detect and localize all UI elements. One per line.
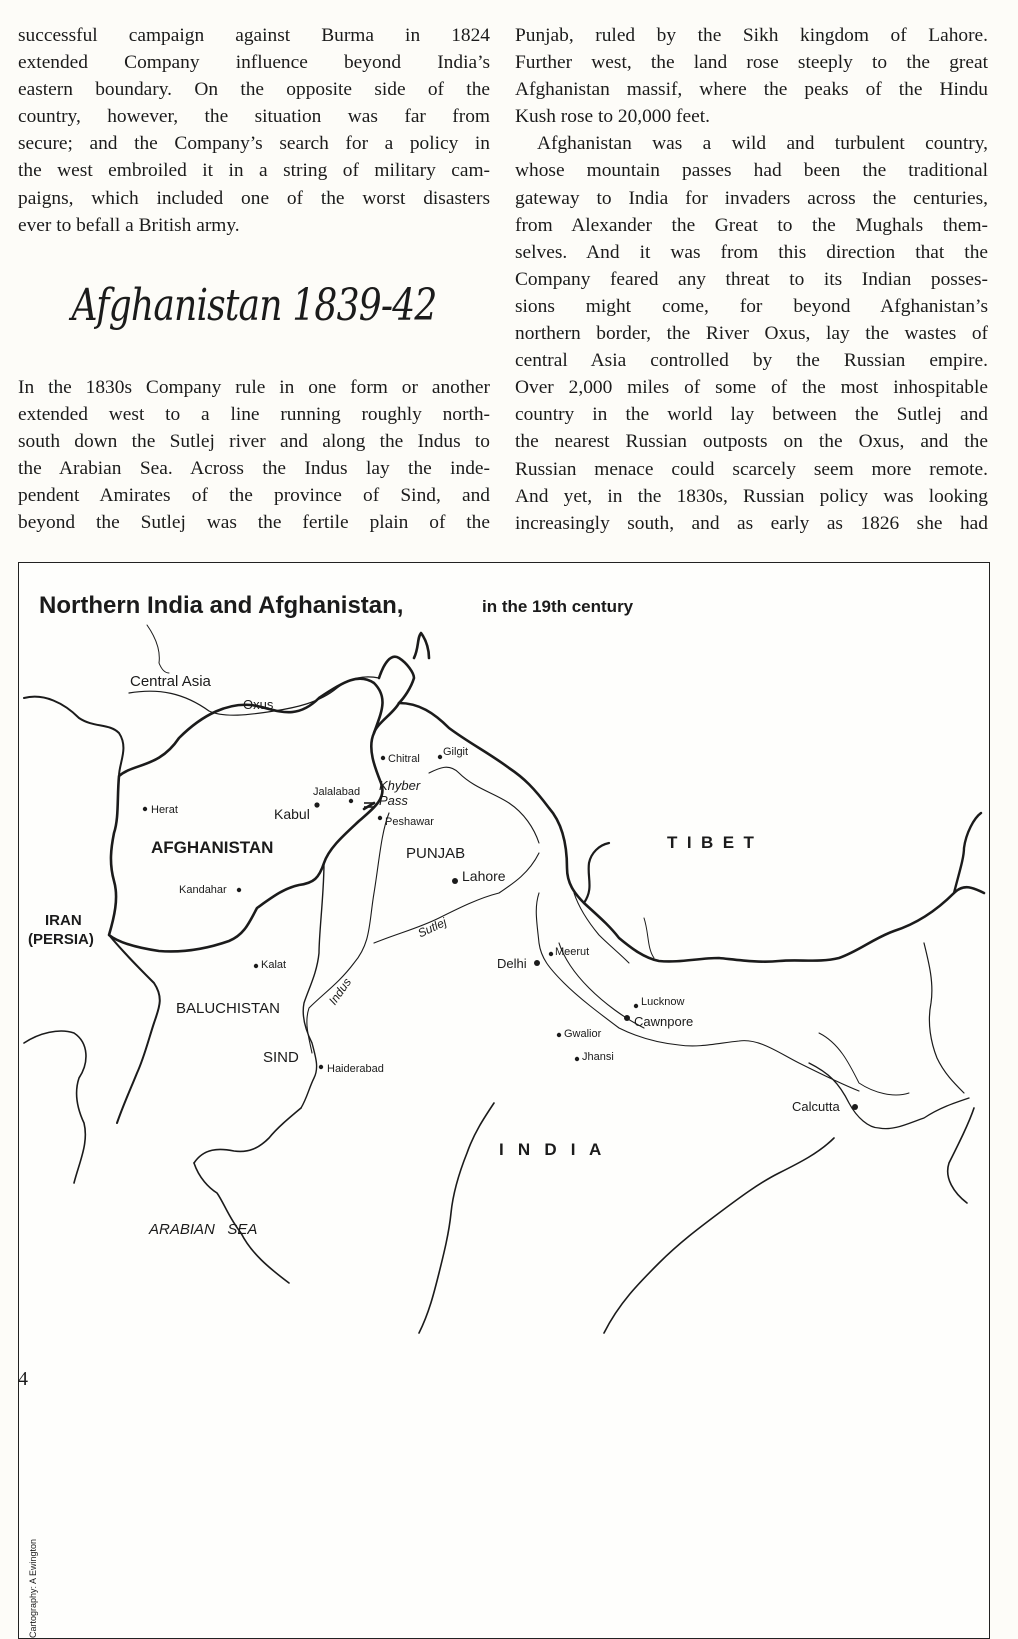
text-line: sions might come, for beyond Afghanistan’s — [515, 295, 988, 317]
left-column-paragraph — [18, 22, 490, 239]
text-line: from Alexander the Great to the Mughals them- — [515, 214, 988, 236]
map-title: Northern India and Afghanistan, — [39, 592, 404, 619]
lahore-label: Lahore — [462, 868, 506, 884]
text-line: central Asia controlled by the Russian empire. — [515, 350, 988, 372]
text-line: beyond the Sutlej was the fertile plain of the — [18, 512, 490, 534]
text-line: the Arabian Sea. Across the Indus lay the inde- — [18, 458, 490, 480]
kandahar-dot — [237, 888, 241, 892]
haiderabad-label: Haiderabad — [327, 1063, 384, 1075]
afghanistan-label: AFGHANISTAN — [151, 838, 274, 857]
lucknow-dot — [634, 1004, 638, 1008]
text-line: Punjab, ruled by the Sikh kingdom of Lahore. — [515, 25, 988, 46]
meerut-label: Meerut — [555, 946, 590, 958]
chitral-dot — [381, 756, 385, 760]
persia-label: (PERSIA) — [28, 931, 94, 948]
text-line: Over 2,000 miles of some of the most inhospitable — [515, 377, 988, 399]
text-line: ever to befall a British army. — [18, 214, 240, 236]
map-drawing — [19, 563, 989, 1638]
peshawar-dot — [378, 816, 382, 820]
pass-label: Pass — [379, 793, 408, 808]
page-number: 4 — [18, 1368, 28, 1390]
kalat-label: Kalat — [261, 959, 287, 971]
herat-dot — [143, 807, 147, 811]
text-line: In the 1830s Company rule in one form or another — [18, 377, 490, 398]
left-column-paragraph-2 — [18, 374, 490, 537]
lahore-dot — [452, 878, 458, 884]
text-line: country in the world lay between the Sutlej and — [515, 404, 988, 426]
text-line: successful campaign against Burma in 1824 — [18, 25, 490, 46]
gilgit-label: Gilgit — [443, 746, 469, 758]
text-line: country, however, the situation was far from — [18, 106, 490, 128]
jalalabad-dot — [349, 799, 353, 803]
baluchistan-label: BALUCHISTAN — [176, 1000, 280, 1017]
herat-label: Herat — [151, 804, 178, 816]
calcutta-dot — [852, 1104, 858, 1110]
sutlej-label: Sutlej — [415, 914, 449, 941]
text-line: Russian menace could scarcely seem more remote. — [515, 458, 988, 480]
kalat-dot — [254, 964, 258, 968]
text-line: extended Company influence beyond India’s — [18, 52, 490, 74]
kabul-dot — [314, 802, 319, 807]
gilgit-dot — [438, 755, 442, 759]
iran-label: IRAN — [45, 912, 82, 929]
text-line: secure; and the Company’s search for a policy in — [18, 133, 490, 155]
right-column — [515, 22, 988, 537]
map-subtitle: in the 19th century — [482, 597, 634, 616]
text-line: Company feared any threat to its Indian posses- — [515, 268, 988, 290]
text-line: Afghanistan was a wild and turbulent country, — [537, 133, 988, 155]
map-figure — [18, 562, 990, 1639]
text-line: paigns, which included one of the worst disasters — [18, 187, 490, 209]
text-line: whose mountain passes had been the traditional — [515, 160, 988, 182]
text-line: south down the Sutlej river and along the Indus to — [18, 431, 490, 453]
text-line: And yet, in the 1830s, Russian policy was looking — [515, 485, 988, 507]
haiderabad-dot — [319, 1065, 323, 1069]
text-line: selves. And it was from this direction that the — [515, 241, 988, 263]
text-line: Afghanistan massif, where the peaks of the Hindu — [515, 79, 988, 101]
indus-label: Indus — [325, 975, 355, 1008]
tibet-label: T I B E T — [667, 833, 754, 852]
lucknow-label: Lucknow — [641, 996, 685, 1008]
text-line: increasingly south, and as early as 1826 she had — [515, 512, 988, 534]
text-line: Further west, the land rose steeply to the great — [515, 52, 988, 74]
text-line: gateway to India for invaders across the centuries, — [515, 187, 988, 209]
kabul-label: Kabul — [274, 806, 310, 822]
kandahar-label: Kandahar — [179, 884, 227, 896]
gwalior-dot — [557, 1033, 561, 1037]
delhi-label: Delhi — [497, 956, 527, 971]
text-line: the nearest Russian outposts on the Oxus, and the — [515, 431, 988, 453]
chitral-label: Chitral — [388, 753, 420, 765]
cartography-credit: Cartography: A Ewington — [28, 1538, 38, 1638]
oxus-label: Oxus — [243, 697, 274, 712]
jalalabad-label: Jalalabad — [313, 786, 361, 798]
jhansi-dot — [575, 1057, 579, 1061]
gwalior-label: Gwalior — [564, 1028, 602, 1040]
sind-label: SIND — [263, 1049, 299, 1066]
khyber-label: Khyber — [379, 778, 421, 793]
india-label: I N D I A — [499, 1140, 602, 1159]
jhansi-label: Jhansi — [582, 1051, 614, 1063]
text-line: Kush rose to 20,000 feet. — [515, 106, 710, 128]
arabian-sea-label: ARABIAN SEA — [149, 1221, 258, 1238]
text-line: extended west to a line running roughly north- — [18, 404, 490, 426]
delhi-dot — [534, 960, 540, 966]
punjab-label: PUNJAB — [406, 845, 466, 862]
text-line: pendent Amirates of the province of Sind, and — [18, 485, 490, 507]
calcutta-label: Calcutta — [792, 1099, 840, 1114]
cawnpore-label: Cawnpore — [634, 1014, 694, 1029]
peshawar-label: Peshawar — [385, 816, 434, 828]
text-line: the west embroiled it in a string of military cam- — [18, 160, 490, 182]
cawnpore-dot — [624, 1015, 630, 1021]
meerut-dot — [549, 952, 553, 956]
text-line: eastern boundary. On the opposite side of the — [18, 79, 490, 101]
section-heading: Afghanistan 1839-42 — [71, 280, 437, 331]
text-line: northern border, the River Oxus, lay the wastes of — [515, 323, 988, 345]
central-asia-label: Central Asia — [130, 673, 211, 690]
